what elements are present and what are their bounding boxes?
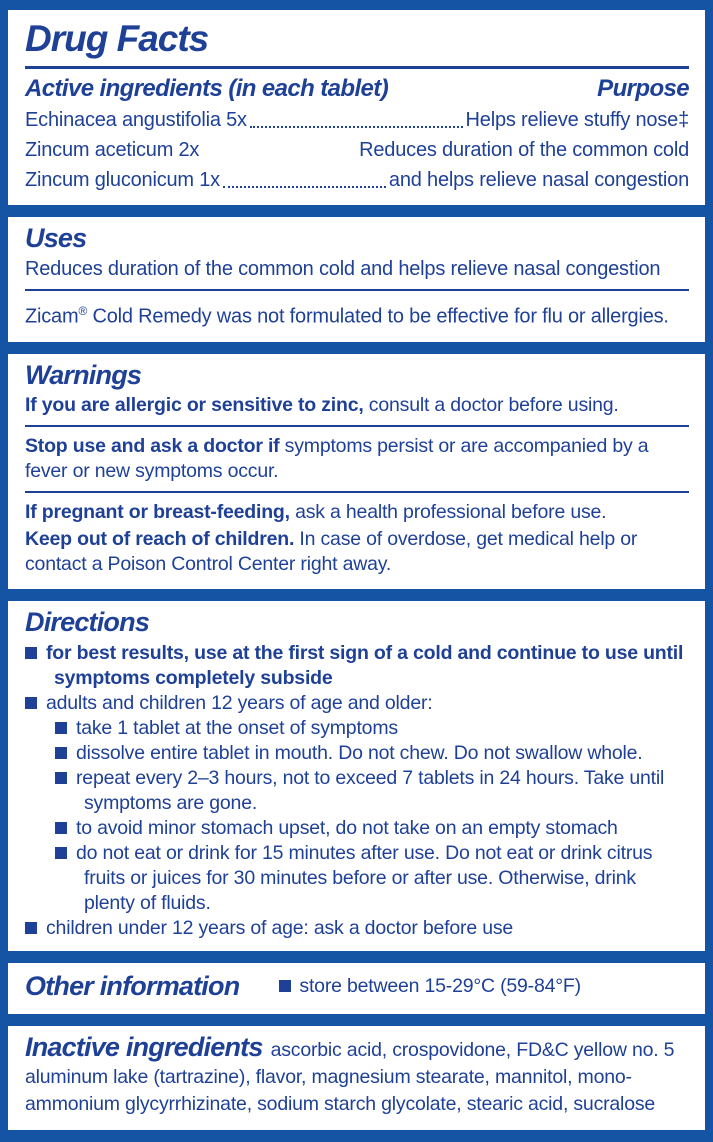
- bullet-square-icon: [55, 772, 67, 784]
- uses-heading: Uses: [25, 223, 87, 253]
- warning-lead: Keep out of reach of children.: [25, 527, 295, 550]
- bullet-square-icon: [55, 847, 67, 859]
- warnings-divider-1: [25, 425, 689, 427]
- warning-lead: Stop use and ask a doctor if: [25, 434, 280, 457]
- warning-lead: If you are allergic or sensitive to zinc,: [25, 393, 364, 416]
- active-ingredients-heading: Active ingredients (in each tablet): [25, 75, 389, 102]
- direction-text: do not eat or drink for 15 minutes after use. Do not eat or drink citrus fruits or juices for 30 minutes before or after use. Otherwise, drink plenty of fluids.: [76, 841, 653, 914]
- directions-heading: Directions: [25, 606, 150, 637]
- ingredient-purpose: Helps relieve stuffy nose‡: [465, 109, 689, 131]
- panel-inactive-ingredients: [8, 1026, 705, 1130]
- active-ingredients-header: [25, 75, 689, 103]
- bullet-square-icon: [55, 747, 67, 759]
- bullet-square-icon: [279, 980, 291, 992]
- direction-subitem: [55, 816, 689, 841]
- bullet-square-icon: [25, 922, 37, 934]
- bullet-square-icon: [25, 697, 37, 709]
- uses-divider: [25, 289, 689, 291]
- storage-text: store between 15-29°C (59-84°F): [299, 974, 581, 997]
- ingredient-purpose: Reduces duration of the common cold: [359, 139, 689, 161]
- other-information-heading: Other information: [25, 970, 240, 1001]
- panel-warnings: [8, 354, 705, 589]
- bullet-square-icon: [25, 647, 37, 659]
- warning-keep-out-of-reach: [25, 527, 689, 577]
- ingredient-name: Zincum aceticum 2x: [25, 139, 200, 161]
- panel-directions: [8, 601, 705, 951]
- direction-subitem: [55, 766, 689, 816]
- warning-allergic: [25, 393, 689, 418]
- direction-text: take 1 tablet at the onset of symptoms: [76, 716, 398, 739]
- warning-rest: symptoms persist or are accompanied by a fever or new symptoms occur.: [25, 434, 649, 482]
- title-divider: [25, 66, 689, 69]
- uses-note-text: Cold Remedy was not formulated to be effective for flu or allergies.: [87, 305, 669, 328]
- warning-lead: If pregnant or breast-feeding,: [25, 500, 290, 523]
- other-information-row: [25, 969, 689, 1004]
- registered-trademark-symbol: ®: [78, 304, 88, 318]
- direction-item: [25, 641, 689, 691]
- warning-rest: consult a doctor before using.: [363, 393, 619, 416]
- panel-uses: [8, 217, 705, 342]
- purpose-heading: Purpose: [597, 75, 689, 102]
- direction-text: for best results, use at the first sign of a cold and continue to use until symptoms completely subside: [46, 641, 684, 689]
- dot-leader: [223, 186, 386, 188]
- directions-list: [25, 641, 689, 941]
- panel-other-information: [8, 963, 705, 1014]
- warning-pregnant: [25, 500, 689, 525]
- direction-item: [25, 691, 689, 716]
- warning-rest: ask a health professional before use.: [289, 500, 607, 523]
- ingredient-row-zincum-gluconicum: [25, 165, 689, 195]
- warnings-divider-2: [25, 491, 689, 493]
- direction-text: children under 12 years of age: ask a doctor before use: [46, 916, 514, 939]
- panel-active-ingredients: [8, 10, 705, 205]
- inactive-ingredients-heading: Inactive ingredients: [25, 1031, 263, 1062]
- uses-note: [25, 298, 689, 330]
- ingredient-name: Zincum gluconicum 1x: [25, 169, 220, 191]
- bullet-square-icon: [55, 822, 67, 834]
- warnings-heading: Warnings: [25, 359, 142, 390]
- ingredient-purpose: and helps relieve nasal congestion: [388, 169, 689, 191]
- warning-stop-use: [25, 434, 689, 484]
- inactive-ingredients-text: ascorbic acid, crospovidone, FD&C yellow no. 5 aluminum lake (tartrazine), flavor, magnesium stearate, mannitol, mono-ammonium glycyrrhizinate, sodium starch glycolate, stearic acid, sucralose: [25, 1038, 675, 1115]
- bullet-square-icon: [55, 722, 67, 734]
- ingredient-name: Echinacea angustifolia 5x: [25, 109, 247, 131]
- direction-item: [25, 916, 689, 941]
- warning-rest: In case of overdose, get medical help or contact a Poison Control Center right away.: [25, 527, 638, 575]
- direction-text: repeat every 2–3 hours, not to exceed 7 tablets in 24 hours. Take until symptoms are gone.: [76, 766, 665, 814]
- direction-text: dissolve entire tablet in mouth. Do not chew. Do not swallow whole.: [76, 741, 643, 764]
- brand-name: Zicam: [25, 305, 79, 328]
- inactive-ingredients-paragraph: [25, 1031, 689, 1118]
- direction-subitem: [55, 841, 689, 916]
- dot-leader: [250, 126, 463, 128]
- uses-text: Reduces duration of the common cold and helps relieve nasal congestion: [25, 258, 661, 280]
- direction-subitem: [55, 741, 689, 766]
- drug-facts-title: Drug Facts: [25, 18, 209, 59]
- ingredient-row-echinacea: [25, 105, 689, 135]
- direction-text: to avoid minor stomach upset, do not take on an empty stomach: [76, 816, 618, 839]
- ingredient-row-zincum-aceticum: [25, 135, 689, 165]
- direction-subitem: [55, 716, 689, 741]
- storage-instruction: [279, 974, 580, 999]
- direction-text: adults and children 12 years of age and older:: [46, 691, 433, 714]
